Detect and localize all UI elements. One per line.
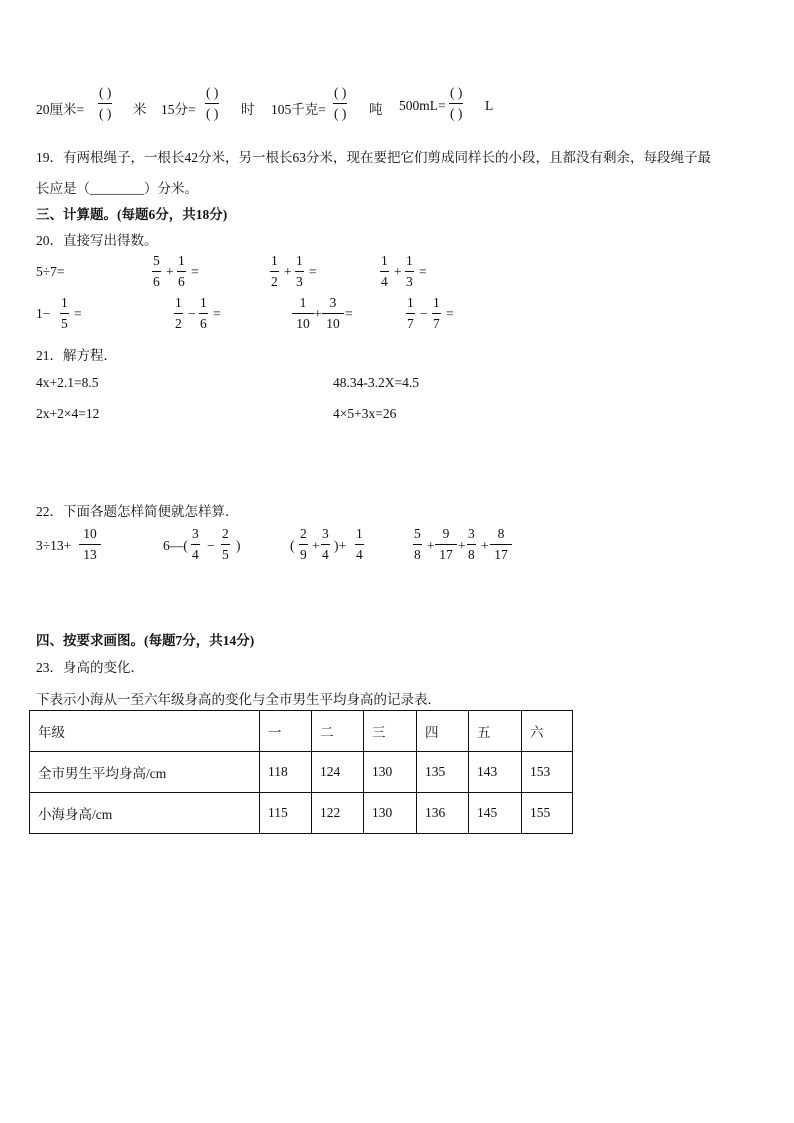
fraction xyxy=(270,254,279,288)
fraction xyxy=(221,527,230,561)
denominator: 17 xyxy=(439,546,453,562)
fraction xyxy=(60,296,69,330)
fraction xyxy=(199,296,208,330)
denominator: 4 xyxy=(322,546,329,562)
operator: + xyxy=(312,538,320,553)
numerator: 2 xyxy=(222,526,229,541)
table-cell: 153 xyxy=(522,752,573,793)
numerator: 9 xyxy=(442,526,450,541)
table-cell: 145 xyxy=(469,793,522,834)
numerator: 3 xyxy=(468,526,475,541)
numerator: 1 xyxy=(406,253,413,268)
q18-item4-suffix: L xyxy=(485,98,494,113)
close-paren: ) xyxy=(236,538,241,553)
fraction xyxy=(405,254,414,288)
blank-denominator: ( ) xyxy=(334,105,347,121)
numerator: 1 xyxy=(407,295,414,310)
operator: − xyxy=(420,306,428,321)
blank-denominator: ( ) xyxy=(99,105,112,121)
numerator: 1 xyxy=(299,295,307,310)
q21-title: 21．解方程． xyxy=(36,348,117,363)
q18-item3-prefix: 105千克= xyxy=(271,102,326,117)
denominator: 10 xyxy=(326,315,340,331)
table-cell: 115 xyxy=(260,793,312,834)
numerator: 1 xyxy=(381,253,388,268)
q20-r2c1-lead: 1− xyxy=(36,306,51,321)
denominator: 13 xyxy=(83,546,97,562)
fraction xyxy=(467,527,476,561)
operator: + xyxy=(166,264,174,279)
operator: + xyxy=(284,264,292,279)
q22-title: 22．下面各题怎样简便就怎样算． xyxy=(36,504,239,519)
q22-e1-lead: 3÷13+ xyxy=(36,538,72,553)
numerator: 3 xyxy=(192,526,199,541)
numerator: 1 xyxy=(433,295,440,310)
q18-item2-fraction xyxy=(205,86,219,120)
q18-item2-prefix: 15分= xyxy=(161,102,196,117)
denominator: 3 xyxy=(406,273,413,289)
denominator: 6 xyxy=(178,273,185,289)
fraction xyxy=(299,527,308,561)
fraction xyxy=(152,254,161,288)
table-row-label: 小海身高/cm xyxy=(30,793,260,834)
operator: + xyxy=(458,538,466,553)
numerator: 10 xyxy=(83,526,97,541)
numerator: 1 xyxy=(271,253,278,268)
q19-line2-prefix: 长应是（ xyxy=(36,181,90,196)
operator: + xyxy=(427,538,435,553)
q18-item4-fraction xyxy=(449,86,463,120)
equals: = xyxy=(345,306,353,321)
denominator: 2 xyxy=(271,273,278,289)
table-cell: 118 xyxy=(260,752,312,793)
fraction xyxy=(191,527,200,561)
q18-item2-suffix: 时 xyxy=(241,102,255,117)
table-cell: 143 xyxy=(469,752,522,793)
q19-line2 xyxy=(36,177,198,197)
q23-description: 下表示小海从一至六年级身高的变化与全市男生平均身高的记录表． xyxy=(36,692,441,707)
equals: = xyxy=(419,264,427,279)
blank-numerator: ( ) xyxy=(206,85,219,100)
operator: + xyxy=(481,538,489,553)
fraction xyxy=(174,296,183,330)
close-paren-plus: )+ xyxy=(334,538,347,553)
denominator: 9 xyxy=(300,546,307,562)
denominator: 7 xyxy=(407,315,414,331)
numerator: 1 xyxy=(178,253,185,268)
table-cell: 124 xyxy=(312,752,364,793)
table-header-cell: 二 xyxy=(312,711,364,752)
table-cell: 122 xyxy=(312,793,364,834)
table-header-cell: 五 xyxy=(469,711,522,752)
equals: = xyxy=(213,306,221,321)
q18-item1-fraction xyxy=(98,86,112,120)
operator: − xyxy=(207,538,215,553)
numerator: 1 xyxy=(356,526,363,541)
table-cell: 135 xyxy=(417,752,469,793)
table-cell: 155 xyxy=(522,793,573,834)
denominator: 3 xyxy=(296,273,303,289)
q22-e2-lead: 6—( xyxy=(163,538,188,553)
q21-eq4: 4×5+3x=26 xyxy=(333,406,397,421)
numerator: 1 xyxy=(61,295,68,310)
denominator: 7 xyxy=(433,315,440,331)
table-row-label: 全市男生平均身高/cm xyxy=(30,752,260,793)
denominator: 2 xyxy=(175,315,182,331)
operator: + xyxy=(394,264,402,279)
q21-eq1: 4x+2.1=8.5 xyxy=(36,375,99,390)
q23-title: 23．身高的变化． xyxy=(36,660,144,675)
fraction xyxy=(432,296,441,330)
denominator: 4 xyxy=(381,273,388,289)
numerator: 2 xyxy=(300,526,307,541)
denominator: 8 xyxy=(414,546,421,562)
fraction xyxy=(490,527,512,561)
section3-heading: 三、计算题。(每题6分，共18分) xyxy=(36,207,228,222)
blank-denominator: ( ) xyxy=(450,105,463,121)
fraction xyxy=(79,527,101,561)
denominator: 8 xyxy=(468,546,475,562)
q19-line2-suffix: ）分米。 xyxy=(144,181,198,196)
q18-item3-suffix: 吨 xyxy=(369,102,383,117)
denominator: 6 xyxy=(200,315,207,331)
blank-denominator: ( ) xyxy=(206,105,219,121)
answer-blank[interactable]: ________ xyxy=(90,181,144,196)
table-cell: 130 xyxy=(364,793,417,834)
fraction xyxy=(380,254,389,288)
denominator: 4 xyxy=(356,546,363,562)
blank-numerator: ( ) xyxy=(450,85,463,100)
operator: − xyxy=(188,306,196,321)
numerator: 1 xyxy=(175,295,182,310)
q21-eq3: 2x+2×4=12 xyxy=(36,406,100,421)
table-header-cell: 六 xyxy=(522,711,573,752)
denominator: 4 xyxy=(192,546,199,562)
fraction xyxy=(177,254,186,288)
fraction xyxy=(406,296,415,330)
q20-r1c1: 5÷7= xyxy=(36,264,65,279)
table-header-row xyxy=(30,711,573,752)
table-row xyxy=(30,793,573,834)
table-row xyxy=(30,752,573,793)
blank-numerator: ( ) xyxy=(334,85,347,100)
fraction xyxy=(295,254,304,288)
table-header-cell: 年级 xyxy=(30,711,260,752)
fraction xyxy=(413,527,422,561)
numerator: 5 xyxy=(153,253,160,268)
denominator: 6 xyxy=(153,273,160,289)
fraction xyxy=(355,527,364,561)
height-record-table xyxy=(29,710,573,834)
table-header-cell: 三 xyxy=(364,711,417,752)
operator: + xyxy=(314,306,322,321)
fraction xyxy=(435,527,457,561)
table-cell: 136 xyxy=(417,793,469,834)
blank-numerator: ( ) xyxy=(99,85,112,100)
equals: = xyxy=(191,264,199,279)
denominator: 5 xyxy=(61,315,68,331)
numerator: 8 xyxy=(497,526,505,541)
numerator: 3 xyxy=(329,295,337,310)
q18-item1-suffix: 米 xyxy=(133,102,147,117)
table-header-cell: 一 xyxy=(260,711,312,752)
q18-item1-prefix: 20厘米= xyxy=(36,102,85,117)
q20-title: 20．直接写出得数。 xyxy=(36,233,158,248)
table-header-cell: 四 xyxy=(417,711,469,752)
denominator: 10 xyxy=(296,315,310,331)
q21-eq2: 48.34-3.2X=4.5 xyxy=(333,375,419,390)
numerator: 1 xyxy=(200,295,207,310)
denominator: 5 xyxy=(222,546,229,562)
numerator: 3 xyxy=(322,526,329,541)
fraction xyxy=(321,527,330,561)
equals: = xyxy=(309,264,317,279)
numerator: 5 xyxy=(414,526,421,541)
denominator: 17 xyxy=(494,546,508,562)
q18-item4-prefix: 500mL= xyxy=(399,98,446,113)
section4-heading: 四、按要求画图。(每题7分，共14分) xyxy=(36,633,255,648)
equals: = xyxy=(446,306,454,321)
q19-line1: 19．有两根绳子，一根长42分米，另一根长63分米，现在要把它们剪成同样长的小段，且都没有剩余，每段绳子最 xyxy=(36,150,711,165)
numerator: 1 xyxy=(296,253,303,268)
fraction xyxy=(322,296,344,330)
q18-item3-fraction xyxy=(333,86,347,120)
fraction xyxy=(292,296,314,330)
equals: = xyxy=(74,306,82,321)
open-paren: ( xyxy=(290,538,295,553)
table-cell: 130 xyxy=(364,752,417,793)
